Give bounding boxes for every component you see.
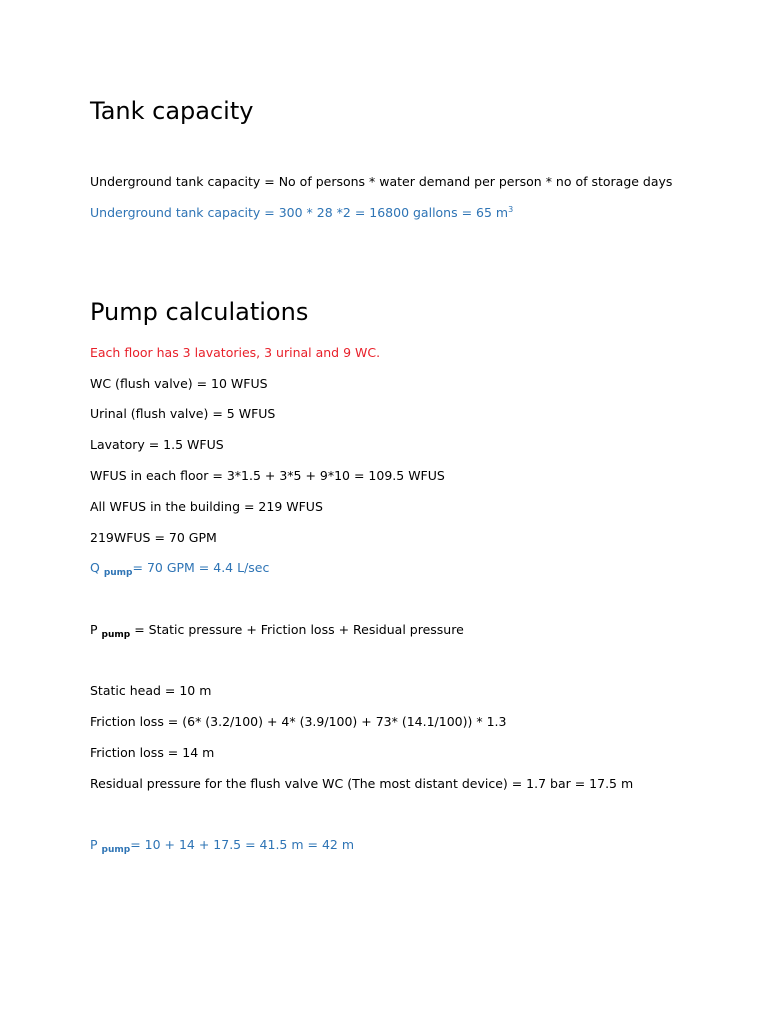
q-pump-line (90, 560, 269, 578)
q-subscript: pump (103, 568, 133, 578)
static-head-line: Static head = 10 m (90, 683, 212, 698)
friction-formula-line: Friction loss = (6* (3.2/100) + 4* (3.9/100) + 73* (14.1/100)) * 1.3 (90, 714, 507, 729)
p-result-subscript: pump (101, 845, 131, 855)
residual-pressure-line: Residual pressure for the flush valve WC (The most distant device) = 1.7 bar = 17.5 m (90, 776, 634, 791)
wfus-per-floor-line: WFUS in each floor = 3*1.5 + 3*5 + 9*10 = 109.5 WFUS (90, 468, 445, 483)
q-symbol: Q (90, 560, 100, 575)
p-result-value: = 10 + 14 + 17.5 = 41.5 m = 42 m (130, 837, 355, 852)
urinal-wfus-line: Urinal (flush valve) = 5 WFUS (90, 406, 276, 421)
tank-capacity-heading: Tank capacity (90, 97, 254, 125)
pump-calculations-heading: Pump calculations (90, 298, 309, 326)
p-formula: = Static pressure + Friction loss + Residual pressure (134, 622, 464, 637)
cubic-superscript: 3 (508, 205, 514, 214)
lavatory-wfus-line: Lavatory = 1.5 WFUS (90, 437, 224, 452)
p-symbol: P (90, 622, 98, 637)
friction-result-line: Friction loss = 14 m (90, 745, 215, 760)
q-value: = 70 GPM = 4.4 L/sec (132, 560, 270, 575)
p-subscript: pump (101, 630, 131, 640)
tank-capacity-result (90, 205, 513, 223)
gpm-line: 219WFUS = 70 GPM (90, 530, 217, 545)
wfus-building-line: All WFUS in the building = 219 WFUS (90, 499, 323, 514)
tank-capacity-formula: Underground tank capacity = No of persons * water demand per person * no of storage days (90, 174, 673, 189)
tank-capacity-result-text: Underground tank capacity = 300 * 28 *2 = 16800 gallons = 65 m (90, 205, 509, 220)
p-pump-result-line (90, 837, 354, 855)
fixtures-note: Each floor has 3 lavatories, 3 urinal and 9 WC. (90, 345, 381, 360)
p-result-symbol: P (90, 837, 98, 852)
p-pump-formula-line (90, 622, 464, 640)
wc-wfus-line: WC (flush valve) = 10 WFUS (90, 376, 268, 391)
